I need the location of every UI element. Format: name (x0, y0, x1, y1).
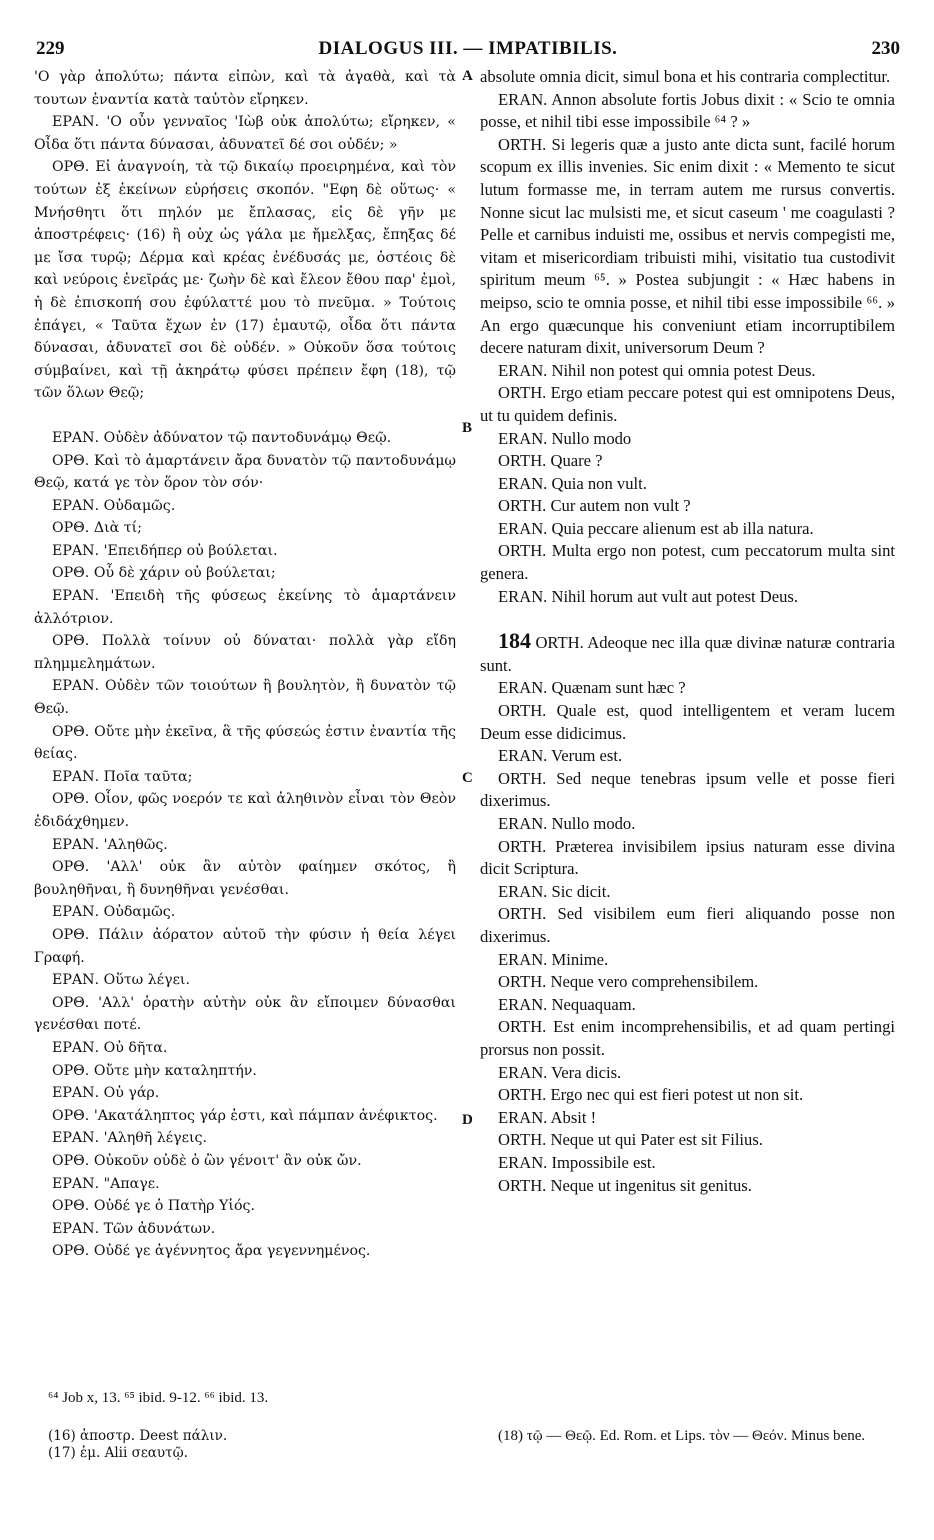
scripture-footnotes: ⁶⁴ Job x, 13. ⁶⁵ ibid. 9-12. ⁶⁶ ibid. 13. (48, 1390, 269, 1406)
greek-column (34, 66, 456, 1263)
greek-paragraph: ΟΡΘ. Καὶ τὸ ἁμαρτάνειν ἄρα δυνατὸν τῷ παντοδυνάμῳ Θεῷ, κατά γε τὸν ὅρον τὸν σόν· (34, 452, 456, 492)
latin-paragraph: ERAN. Nullo modo (498, 428, 632, 448)
column-number: 184 (498, 628, 531, 654)
latin-paragraph: ERAN. Quænam sunt hæc ? (498, 678, 686, 698)
latin-paragraph: ERAN. Nihil non potest qui omnia potest Deus. (498, 360, 816, 380)
greek-paragraph: ΟΡΘ. 'Ακατάληπτος γάρ ἐστι, καὶ πάμπαν ἀνέφικτος. (52, 1107, 438, 1124)
latin-paragraph: ORTH. Sed neque tenebras ipsum velle et posse fieri dixerimus. (480, 768, 895, 811)
critical-note-right: (18) τῷ — Θεῷ. Ed. Rom. et Lips. τὸν — Θεόν. Minus bene. (498, 1428, 866, 1444)
greek-paragraph: ΕΡΑΝ. Οὕτω λέγει. (52, 972, 191, 989)
greek-paragraph: ΟΡΘ. Οὔτε μὴν ἐκεῖνα, ἃ τῆς φύσεώς ἐστιν ἐναντία τῆς θείας. (34, 723, 456, 763)
latin-paragraph: ORTH. Est enim incomprehensibilis, et ad quam pertingi prorsus non possit. (480, 1017, 895, 1059)
critical-notes-left (48, 1428, 227, 1462)
left-page-number: 229 (36, 38, 65, 59)
greek-paragraph: ΕΡΑΝ. Οὐδὲν τῶν τοιούτων ἢ βουλητὸν, ἢ δυνατὸν τῷ Θεῷ. (34, 678, 456, 718)
greek-paragraph: ΟΡΘ. Οὔτε μὴν καταληπτήν. (52, 1062, 257, 1079)
latin-paragraph: ERAN. Absit ! (498, 1107, 597, 1127)
latin-paragraph: ORTH. Quare ? (498, 451, 603, 471)
latin-paragraph: ERAN. Verum est. (498, 746, 623, 766)
latin-paragraph: ORTH. Ergo etiam peccare potest qui est omnipotens Deus, ut tu quidem definis. (480, 383, 895, 425)
greek-paragraph: ΕΡΑΝ. 'Επειδήπερ οὐ βούλεται. (52, 542, 278, 559)
greek-paragraph: ΟΡΘ. Πολλὰ τοίνυν οὐ δύναται· πολλὰ γὰρ εἴδη πλημμελημάτων. (34, 633, 456, 672)
latin-paragraph: ORTH. Sed visibilem eum fieri aliquando posse non dixerimus. (480, 904, 895, 946)
greek-paragraph: ΟΡΘ. Οὗ δὲ χάριν οὐ βούλεται; (52, 565, 276, 582)
greek-paragraph: ΟΡΘ. 'Αλλ' ὁρατὴν αὐτὴν οὐκ ἂν εἴποιμεν δύνασθαι γενέσθαι ποτέ. (34, 994, 456, 1034)
latin-paragraph: ORTH. Neque ut qui Pater est sit Filius. (498, 1130, 763, 1150)
margin-letter-d: D (462, 1112, 473, 1128)
latin-paragraph: ORTH. Quale est, quod intelligentem et veram lucem Deum esse didicimus. (480, 701, 895, 743)
greek-paragraph: ΟΡΘ. Πάλιν ἀόρατον αὐτοῦ τὴν φύσιν ἡ θεία λέγει Γραφή. (34, 926, 456, 966)
latin-paragraph: ORTH. Si legeris quæ a justo ante dicta sunt, facilé horum scopum ex illis invenies. Sic enim dixit : « Memento te sicut lutum formasse me, in terram autem me rursus convertis. Nonne sicut lac mulsisti me, et sicut caseum ' me coagulasti ? Pelle et carnibus induisti me, ossibus et nervis compegisti me, vitam et misericordiam tribuisti mihi, visitatio tua custodivit spiritum meum ⁶⁵. » Postea subjungit : « Hæc habens in meipso, scio te omnia posse, et nihil tibi esse impossibile ⁶⁶. » An ergo quæcunque his conveniunt etiam incorruptibilem decere naturam dixit, universorum Deum ? (480, 134, 895, 358)
greek-paragraph: ΟΡΘ. Οὐδέ γε ὁ Πατὴρ Υἱός. (52, 1198, 255, 1215)
latin-paragraph: ORTH. Multa ergo non potest, cum peccatorum multa sint genera. (480, 541, 895, 584)
latin-paragraph: ORTH. Neque vero comprehensibilem. (498, 972, 759, 992)
greek-paragraph: ΕΡΑΝ. 'Αληθῆ λέγεις. (52, 1130, 207, 1147)
latin-paragraph: ORTH. Præterea invisibilem ipsius naturam esse divina dicit Scriptura. (480, 836, 895, 879)
greek-paragraph: ΕΡΑΝ. 'Αληθῶς. (52, 836, 168, 853)
greek-paragraph: ΟΡΘ. Οὐδέ γε ἀγέννητος ἄρα γεγεννημένος. (52, 1243, 371, 1260)
latin-paragraph: ORTH. Cur autem non vult ? (498, 496, 691, 516)
greek-paragraph: ΕΡΑΝ. 'Ο οὖν γενναῖος 'Ιὼβ οὐκ ἀπολύτω; εἴρηκεν, « Οἶδα ὅτι πάντα δύνασαι, ἀδυνατεῖ δέ σοι οὐδέν; » (34, 114, 456, 153)
latin-paragraph: ERAN. Minime. (498, 949, 609, 969)
greek-paragraph: ΟΡΘ. Οὐκοῦν οὐδὲ ὁ ὢν γένοιτ' ἂν οὐκ ὤν. (52, 1152, 362, 1169)
latin-paragraph: absolute omnia dicit, simul bona et his contraria complectitur. (480, 67, 891, 86)
latin-paragraph: ERAN. Nequaquam. (498, 994, 636, 1014)
greek-paragraph: ΟΡΘ. Οἷον, φῶς νοερόν τε καὶ ἀληθινὸν εἶναι τὸν Θεὸν ἐδιδάχθημεν. (34, 791, 456, 830)
greek-paragraph: ΟΡΘ. Διὰ τί; (52, 520, 142, 537)
greek-paragraph: ΕΡΑΝ. "Απαγε. (52, 1175, 160, 1192)
greek-paragraph: ΟΡΘ. Εἰ ἀναγνοίη, τὰ τῷ δικαίῳ προειρημένα, καὶ τὸν τούτων ἐξ ἐκείνων εὑρήσεις σκοπόν. "Εφη δὲ οὕτως· « Μνήσθητι ὅτι πηλόν με ἔπλασας, εἰς δὲ γῆν με ἀποστρέφεις· (16) ἢ οὐχ ὡς γάλα με ἤμελξας, ἔπηξας δέ με ἴσα τυρῷ; Δέρμα καὶ κρέας ἐνέδυσάς με, ὀστέοις δὲ καὶ νεύροις ἐνεῖράς με· ζωὴν δὲ καὶ ἔλεον ἔθου παρ' ἐμοὶ, ἡ δὲ ἐπισκοπή σου ἐφύλαττέ μου τὸ πνεῦμα. » Τούτοις ἐπάγει, « Ταῦτα ἔχων ἐν (17) ἐμαυτῷ, οἶδα ὅτι πάντα δύνασαι, ἀδυνατεῖ σοι δὲ οὐδέν. » Οὐκοῦν ὅσα τούτοις σύμβαίνει, καὶ τῇ ἀκηράτῳ φύσει πρέπειν ἔφη (18), τῷ τῶν ὅλων Θεῷ; (34, 159, 456, 402)
margin-letter-b: B (462, 420, 473, 436)
greek-paragraph: ΕΡΑΝ. Οὐ δῆτα. (52, 1039, 168, 1056)
margin-letter-a: A (462, 68, 473, 84)
latin-paragraph: ORTH. Ergo nec qui est fieri potest ut non sit. (498, 1085, 804, 1105)
greek-paragraph: ΕΡΑΝ. Τῶν ἀδυνάτων. (52, 1220, 216, 1237)
latin-paragraph: ERAN. Impossibile est. (498, 1152, 656, 1172)
right-page-number: 230 (871, 38, 900, 59)
latin-paragraph: ERAN. Annon absolute fortis Jobus dixit : « Scio te omnia posse, et nihil tibi esse impossibile ⁶⁴ ? » (480, 89, 895, 132)
running-header (36, 38, 900, 62)
greek-paragraph: ΕΡΑΝ. Οὐδαμῶς. (52, 497, 176, 514)
greek-paragraph: ΟΡΘ. 'Αλλ' οὐκ ἂν αὐτὸν φαίημεν σκότος, ἢ βουληθῆναι, ἢ δυνηθῆναι γενέσθαι. (34, 859, 456, 898)
greek-paragraph: 'Ο γὰρ ἀπολύτω; πάντα εἰπὼν, καὶ τὰ ἀγαθὰ, καὶ τὰ τουτων ἐναντία κατὰ ταὐτὸν εἴρηκεν. (34, 69, 456, 108)
latin-paragraph: ERAN. Sic dicit. (498, 881, 611, 901)
greek-paragraph: ΕΡΑΝ. Οὐδαμῶς. (52, 904, 176, 921)
latin-paragraph: ORTH. Neque ut ingenitus sit genitus. (498, 1175, 752, 1195)
latin-paragraph: ERAN. Nullo modo. (498, 814, 636, 833)
latin-column (480, 66, 895, 1197)
critical-note: (17) ἐμ. Alii σεαυτῷ. (48, 1445, 188, 1461)
latin-paragraph: ERAN. Quia peccare alienum est ab illa natura. (498, 518, 814, 538)
greek-paragraph: ΕΡΑΝ. Οὐ γάρ. (52, 1085, 160, 1102)
running-title: DIALOGUS III. — IMPATIBILIS. (318, 38, 618, 59)
greek-paragraph: ΕΡΑΝ. Ποῖα ταῦτα; (52, 768, 193, 785)
greek-paragraph: ΕΡΑΝ. 'Επειδὴ τῆς φύσεως ἐκείνης τὸ ἁμαρτάνειν ἀλλότριον. (34, 588, 456, 627)
margin-letter-c: C (462, 770, 473, 786)
latin-paragraph: ERAN. Quia non vult. (498, 473, 647, 493)
latin-paragraph: ERAN. Nihil horum aut vult aut potest Deus. (498, 586, 799, 606)
latin-paragraph: 184 ORTH. Adeoque nec illa quæ divinæ naturæ contraria sunt. (480, 628, 895, 675)
latin-paragraph: ERAN. Vera dicis. (498, 1062, 622, 1082)
greek-paragraph: ΕΡΑΝ. Οὐδὲν ἀδύνατον τῷ παντοδυνάμῳ Θεῷ. (52, 429, 392, 446)
critical-note: (16) ἀποστρ. Deest πάλιν. (48, 1428, 228, 1444)
